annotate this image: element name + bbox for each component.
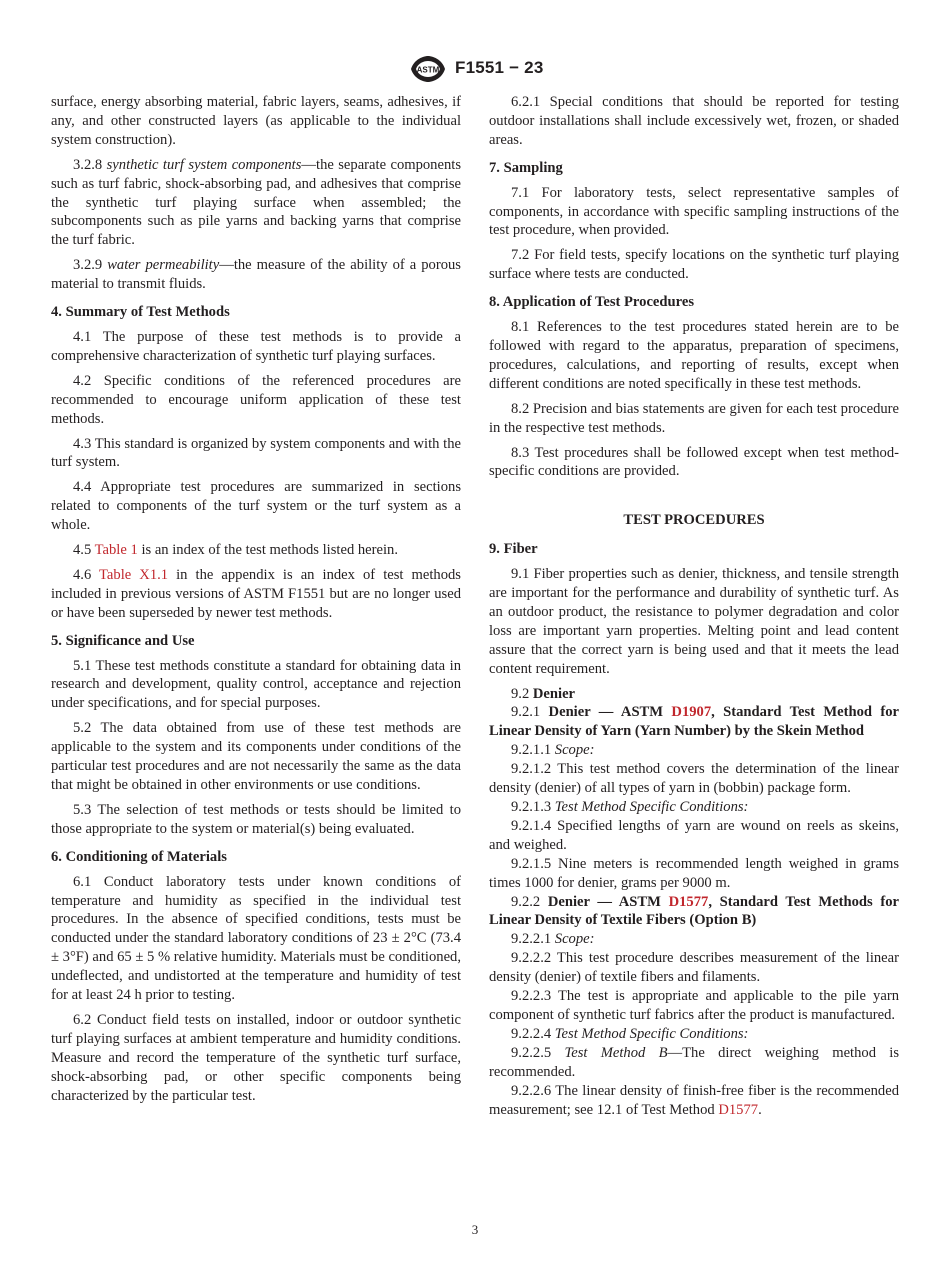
d1907-link[interactable]: D1907: [671, 704, 712, 721]
paragraph-6-1: 6.1 Conduct laboratory tests under known conditions of temperature and humidity as specified in the individual test procedures. In the absence of specified conditions, tests must be conducted under the standard laboratory conditions of 23 ± 2°C (73.4 ± 3°F) and 65 ± 5 % relative humidity. Materials must be conditioned, undeflected, and undistorted at the temperature and humidity of test for at least 24 h prior to testing.: [51, 873, 461, 1004]
d1577-link[interactable]: D1577: [668, 893, 709, 910]
paragraph-4-4: 4.4 Appropriate test procedures are summarized in sections related to components of the turf system or the turf system as a whole.: [51, 479, 461, 534]
page-number: 3: [471, 1222, 479, 1237]
paragraph-4-5: 4.5 Table 1 is an index of the test methods listed herein.: [73, 542, 398, 559]
paragraph-9-2-1-3: 9.2.1.3 Test Method Specific Conditions:: [511, 799, 749, 815]
paragraph-4-2: 4.2 Specific conditions of the referenced procedures are recommended to encourage uniform application of these test methods.: [51, 372, 461, 427]
paragraph-9-2-2-1: 9.2.2.1 Scope:: [511, 931, 595, 948]
section-7-heading: 7. Sampling: [489, 159, 563, 176]
paragraph-5-3: 5.3 The selection of test methods or tests should be limited to those appropriate to the system or material(s) being evaluated.: [51, 801, 461, 837]
paragraph-9-2-2-3: 9.2.2.3 The test is appropriate and applicable to the pile yarn component of synthetic turf fabrics after the product is manufactured.: [489, 988, 899, 1023]
test-procedures-heading: TEST PROCEDURES: [623, 512, 765, 529]
paragraph-9-2-1-2: 9.2.1.2 This test method covers the determination of the linear density (denier) of all types of yarn in (bobbin) package form.: [489, 761, 899, 797]
definition-3-2-7-continued: surface, energy absorbing material, fabric layers, seams, adhesives, if any, and other constructed layers (as applicable to the individual system construction).: [51, 94, 461, 148]
left-column: [51, 93, 461, 1112]
paragraph-7-2: 7.2 For field tests, specify locations on the synthetic turf playing surface where tests are conducted.: [489, 247, 899, 283]
astm-logo-icon: [408, 55, 448, 83]
paragraph-9-2-1-4: 9.2.1.4 Specified lengths of yarn are wound on reels as skeins, and weighed.: [489, 817, 899, 853]
section-5-heading: 5. Significance and Use: [51, 632, 195, 649]
right-column: [489, 93, 899, 1119]
paragraph-9-2-1-5: 9.2.1.5 Nine meters is recommended length weighed in grams times 1000 for denier, grams per 9000 m.: [489, 855, 899, 891]
table-1-link[interactable]: Table 1: [94, 542, 138, 559]
definition-3-2-8: 3.2.8 synthetic turf system components—the separate components such as turf fabric, shock-absorbing pad, and adhesives that comprise the synthetic turf playing surface when assembled; the subcomponents such as pile yarns and backing yarns that comprise the turf fabric.: [51, 156, 461, 249]
paragraph-7-1: 7.1 For laboratory tests, select representative samples of components, in accordance with specific sampling instructions of the test procedure, when provided.: [489, 184, 899, 239]
paragraph-9-1: 9.1 Fiber properties such as denier, thickness, and tensile strength are important for the performance and durability of synthetic turf. As an outdoor product, the resistance to polymer degradation and color loss are important yarn properties. Melting point and lead content assure that the correct yarn is being used and that it meets the lead content requirement.: [489, 566, 899, 677]
page-header: [0, 55, 950, 85]
paragraph-5-2: 5.2 The data obtained from use of these test methods are applicable to the system and its components under conditions of the particular test procedures and are not necessarily the same as the data that might be obtained in other environments or use conditions.: [51, 720, 461, 793]
designation-title: F1551 − 23: [455, 58, 544, 77]
paragraph-5-1: 5.1 These test methods constitute a standard for obtaining data in research and development, quality control, acceptance and rejection under specifications, and for special purposes.: [51, 657, 461, 712]
paragraph-9-2: 9.2 Denier: [511, 685, 576, 702]
paragraph-4-6: 4.6 Table X1.1 in the appendix is an index of test methods included in previous versions of ASTM F1551 but are no longer used or have been superseded by newer test methods.: [51, 566, 461, 621]
d1577-link-2[interactable]: D1577: [718, 1101, 759, 1118]
table-x1-1-link[interactable]: Table X1.1: [99, 566, 169, 583]
paragraph-4-3: 4.3 This standard is organized by system components and with the turf system.: [51, 435, 461, 471]
definition-3-2-9: 3.2.9 water permeability—the measure of the ability of a porous material to transmit fluids.: [51, 257, 461, 293]
paragraph-9-2-2: 9.2.2 Denier — ASTM D1577, Standard Test Methods for Linear Density of Textile Fibers (Option B): [489, 893, 899, 929]
paragraph-8-2: 8.2 Precision and bias statements are given for each test procedure in the respective test methods.: [489, 400, 899, 436]
paragraph-6-2-1: 6.2.1 Special conditions that should be reported for testing outdoor installations shall include excessively wet, frozen, or shaded areas.: [489, 94, 899, 148]
paragraph-9-2-1-1: 9.2.1.1 Scope:: [511, 742, 595, 759]
paragraph-9-2-2-2: 9.2.2.2 This test procedure describes measurement of the linear density (denier) of textile fibers and filaments.: [489, 950, 899, 986]
paragraph-9-2-2-4: 9.2.2.4 Test Method Specific Conditions:: [511, 1025, 749, 1042]
paragraph-6-2: 6.2 Conduct field tests on installed, indoor or outdoor synthetic turf playing surfaces at ambient temperature and humidity conditions. Measure and record the temperature of the synthetic turf surface, shock-absorbing pad, or other specific components being characterized by the particular test.: [51, 1011, 461, 1104]
paragraph-9-2-2-6: 9.2.2.6 The linear density of finish-free fiber is the recommended measurement; see 12.1 of Test Method D1577.: [489, 1082, 899, 1118]
paragraph-8-1: 8.1 References to the test procedures stated herein are to be followed with regard to the apparatus, preparation of specimens, procedures, calculations, and reporting of results, except when different conditions are noted specifically in these test methods.: [489, 319, 899, 392]
section-6-heading: 6. Conditioning of Materials: [51, 848, 227, 865]
paragraph-9-2-1: 9.2.1 Denier — ASTM D1907, Standard Test Method for Linear Density of Yarn (Yarn Number) by the Skein Method: [489, 704, 900, 740]
section-9-heading: 9. Fiber: [489, 541, 538, 558]
logo-text: ASTM: [416, 65, 440, 75]
section-8-heading: 8. Application of Test Procedures: [489, 294, 695, 311]
paragraph-8-3: 8.3 Test procedures shall be followed except when test method-specific conditions are provided.: [489, 444, 899, 480]
paragraph-4-1: 4.1 The purpose of these test methods is to provide a comprehensive characterization of synthetic turf playing surfaces.: [51, 328, 461, 364]
paragraph-9-2-2-5: 9.2.2.5 Test Method B—The direct weighing method is recommended.: [489, 1044, 900, 1080]
section-4-heading: 4. Summary of Test Methods: [51, 304, 230, 321]
